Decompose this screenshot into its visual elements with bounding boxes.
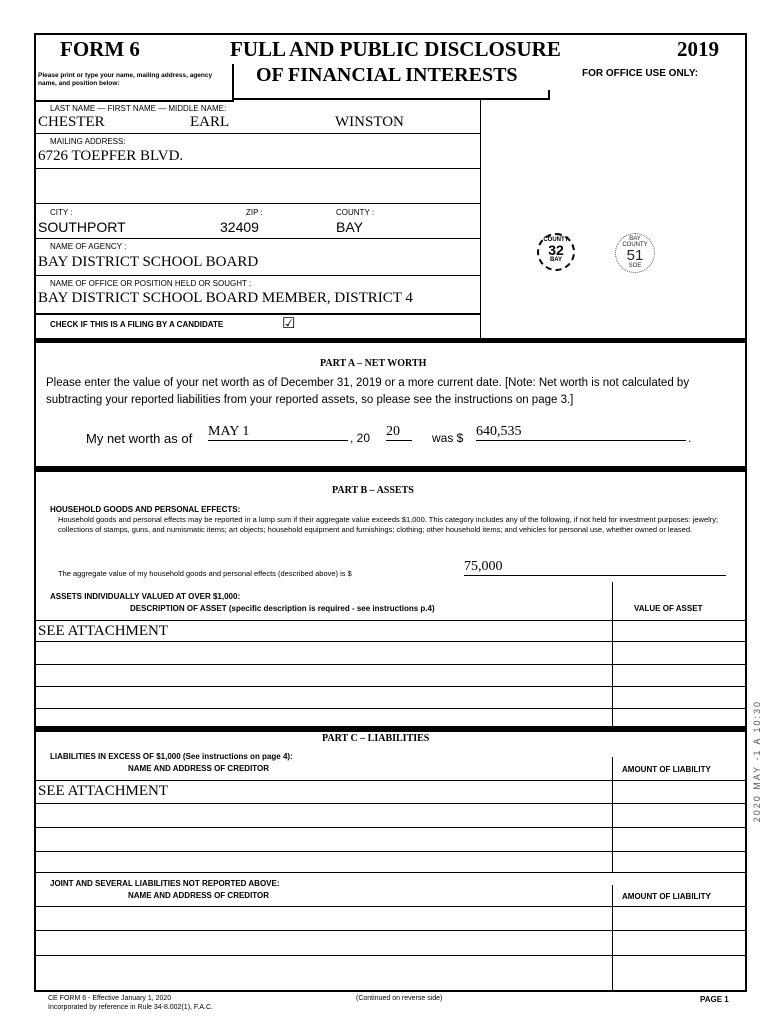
net-worth-date[interactable]: MAY 1 bbox=[208, 424, 348, 441]
table-line bbox=[34, 872, 747, 873]
net-worth-amount[interactable]: 640,535 bbox=[476, 424, 686, 441]
creditor-header: NAME AND ADDRESS OF CREDITOR bbox=[128, 764, 270, 773]
table-line bbox=[34, 803, 747, 804]
table-line bbox=[34, 851, 747, 852]
instruction-text: Please print or type your name, mailing address, agency name, and position below: bbox=[38, 72, 213, 87]
liability-amount-header: AMOUNT OF LIABILITY bbox=[622, 765, 711, 774]
joint-liabilities-header: JOINT AND SEVERAL LIABILITIES NOT REPORTED ABOVE: bbox=[50, 879, 280, 888]
part-b-title: PART B – ASSETS bbox=[332, 485, 414, 496]
table-line bbox=[34, 686, 747, 687]
agency-label: NAME OF AGENCY : bbox=[50, 242, 127, 251]
middle-name-value[interactable]: WINSTON bbox=[335, 114, 404, 130]
form-number: FORM 6 bbox=[60, 37, 140, 61]
county-seal-stamp-right bbox=[615, 233, 655, 273]
candidate-checkbox[interactable]: ☑ bbox=[282, 315, 296, 332]
section-divider bbox=[34, 726, 747, 732]
aggregate-value[interactable]: 75,000 bbox=[464, 559, 726, 576]
section-divider bbox=[34, 466, 747, 472]
footer-continued: (Continued on reverse side) bbox=[356, 995, 443, 1002]
footer-rule-ref: Incorporated by reference in Rule 34-8.002(1), F.A.C. bbox=[48, 1004, 213, 1011]
part-a-title: PART A – NET WORTH bbox=[320, 358, 427, 369]
assets-header: ASSETS INDIVIDUALLY VALUED AT OVER $1,000: bbox=[50, 592, 241, 601]
divider bbox=[34, 133, 481, 134]
aggregate-label: The aggregate value of my household goods and personal effects (described above) is $ bbox=[58, 569, 352, 578]
table-line bbox=[34, 780, 747, 781]
part-a-text: Please enter the value of your net worth as of December 31, 2019 or a more current date. [Note: Net worth is not calculated by subtracting your reported liabilities from your reported assets, so please see the instructions on page 3.] bbox=[46, 377, 690, 406]
city-label: CITY : bbox=[50, 208, 73, 217]
asset-description-header: DESCRIPTION OF ASSET (specific description is required - see instructions p.4) bbox=[130, 604, 435, 613]
liabilities-header: LIABILITIES IN EXCESS OF $1,000 (See instructions on page 4): bbox=[50, 752, 293, 761]
table-line bbox=[34, 955, 747, 956]
table-line bbox=[34, 708, 747, 709]
column-divider bbox=[612, 757, 613, 872]
form-title-line1: FULL AND PUBLIC DISCLOSURE bbox=[230, 37, 561, 61]
net-worth-period: . bbox=[688, 431, 692, 445]
city-value[interactable]: SOUTHPORT bbox=[38, 219, 126, 235]
candidate-label: CHECK IF THIS IS A FILING BY A CANDIDATE bbox=[50, 320, 224, 329]
county-value[interactable]: BAY bbox=[336, 219, 363, 235]
column-divider bbox=[612, 885, 613, 992]
zip-label: ZIP : bbox=[246, 208, 263, 217]
stamp-text: BAY COUNTY bbox=[622, 236, 648, 248]
household-text: Household goods and personal effects may be reported in a lump sum if their aggregate value exceeds $1,000. This category includes any of the following, if not held for investment purposes: jewelry; collections of stamps, guns, and numismatic items; art objects; household equipment and furnishings; clothing; other household items; and vehicles for personal use, whether owned or leased. bbox=[58, 515, 719, 534]
divider bbox=[34, 238, 481, 239]
net-worth-prefix: My net worth as of bbox=[86, 431, 193, 446]
first-name-value[interactable]: EARL bbox=[190, 114, 230, 130]
table-line bbox=[34, 620, 747, 621]
stamp-text: BAY bbox=[549, 257, 563, 263]
stamp-number: 51 bbox=[626, 247, 644, 264]
joint-amount-header: AMOUNT OF LIABILITY bbox=[622, 892, 711, 901]
household-header: HOUSEHOLD GOODS AND PERSONAL EFFECTS: bbox=[50, 505, 241, 514]
net-worth-year[interactable]: 20 bbox=[386, 424, 412, 441]
office-use-label: FOR OFFICE USE ONLY: bbox=[582, 68, 699, 79]
table-line bbox=[34, 827, 747, 828]
liability-row[interactable]: SEE ATTACHMENT bbox=[38, 783, 169, 799]
margin-date-stamp: 2020 MAY -1 A 10:30 bbox=[752, 700, 762, 823]
last-name-value[interactable]: CHESTER bbox=[38, 114, 105, 130]
stamp-number: 32 bbox=[548, 242, 564, 258]
divider bbox=[34, 203, 481, 204]
net-worth-comma: , 20 bbox=[350, 431, 371, 445]
table-line bbox=[34, 641, 747, 642]
form-title-line2: OF FINANCIAL INTERESTS bbox=[256, 64, 518, 86]
footer-page: PAGE 1 bbox=[700, 995, 729, 1004]
divider bbox=[34, 275, 481, 276]
asset-value-header: VALUE OF ASSET bbox=[634, 604, 703, 613]
asset-row[interactable]: SEE ATTACHMENT bbox=[38, 623, 169, 639]
county-label: COUNTY : bbox=[336, 208, 375, 217]
zip-value[interactable]: 32409 bbox=[220, 219, 259, 235]
table-line bbox=[34, 930, 747, 931]
stamp-text: SOE bbox=[628, 263, 642, 269]
joint-creditor-header: NAME AND ADDRESS OF CREDITOR bbox=[128, 891, 270, 900]
divider bbox=[34, 168, 481, 169]
county-seal-stamp-left bbox=[537, 233, 575, 271]
section-divider bbox=[34, 338, 747, 343]
name-label: LAST NAME — FIRST NAME — MIDDLE NAME: bbox=[50, 104, 227, 113]
address-label: MAILING ADDRESS: bbox=[50, 137, 126, 146]
table-line bbox=[34, 906, 747, 907]
title-bracket bbox=[234, 90, 550, 100]
stamp-text: COUNTY bbox=[543, 237, 569, 243]
agency-value[interactable]: BAY DISTRICT SCHOOL BOARD bbox=[38, 254, 259, 270]
form-year: 2019 bbox=[677, 37, 719, 61]
office-value[interactable]: BAY DISTRICT SCHOOL BOARD MEMBER, DISTRICT 4 bbox=[38, 290, 413, 306]
net-worth-was: was $ bbox=[432, 431, 464, 445]
part-c-title: PART C – LIABILITIES bbox=[322, 733, 430, 744]
table-line bbox=[34, 664, 747, 665]
divider bbox=[34, 313, 481, 315]
office-label: NAME OF OFFICE OR POSITION HELD OR SOUGHT : bbox=[50, 279, 252, 288]
footer-form-ref: CE FORM 6 - Effective January 1, 2020 bbox=[48, 995, 172, 1002]
address-value[interactable]: 6726 TOEPFER BLVD. bbox=[38, 148, 184, 164]
